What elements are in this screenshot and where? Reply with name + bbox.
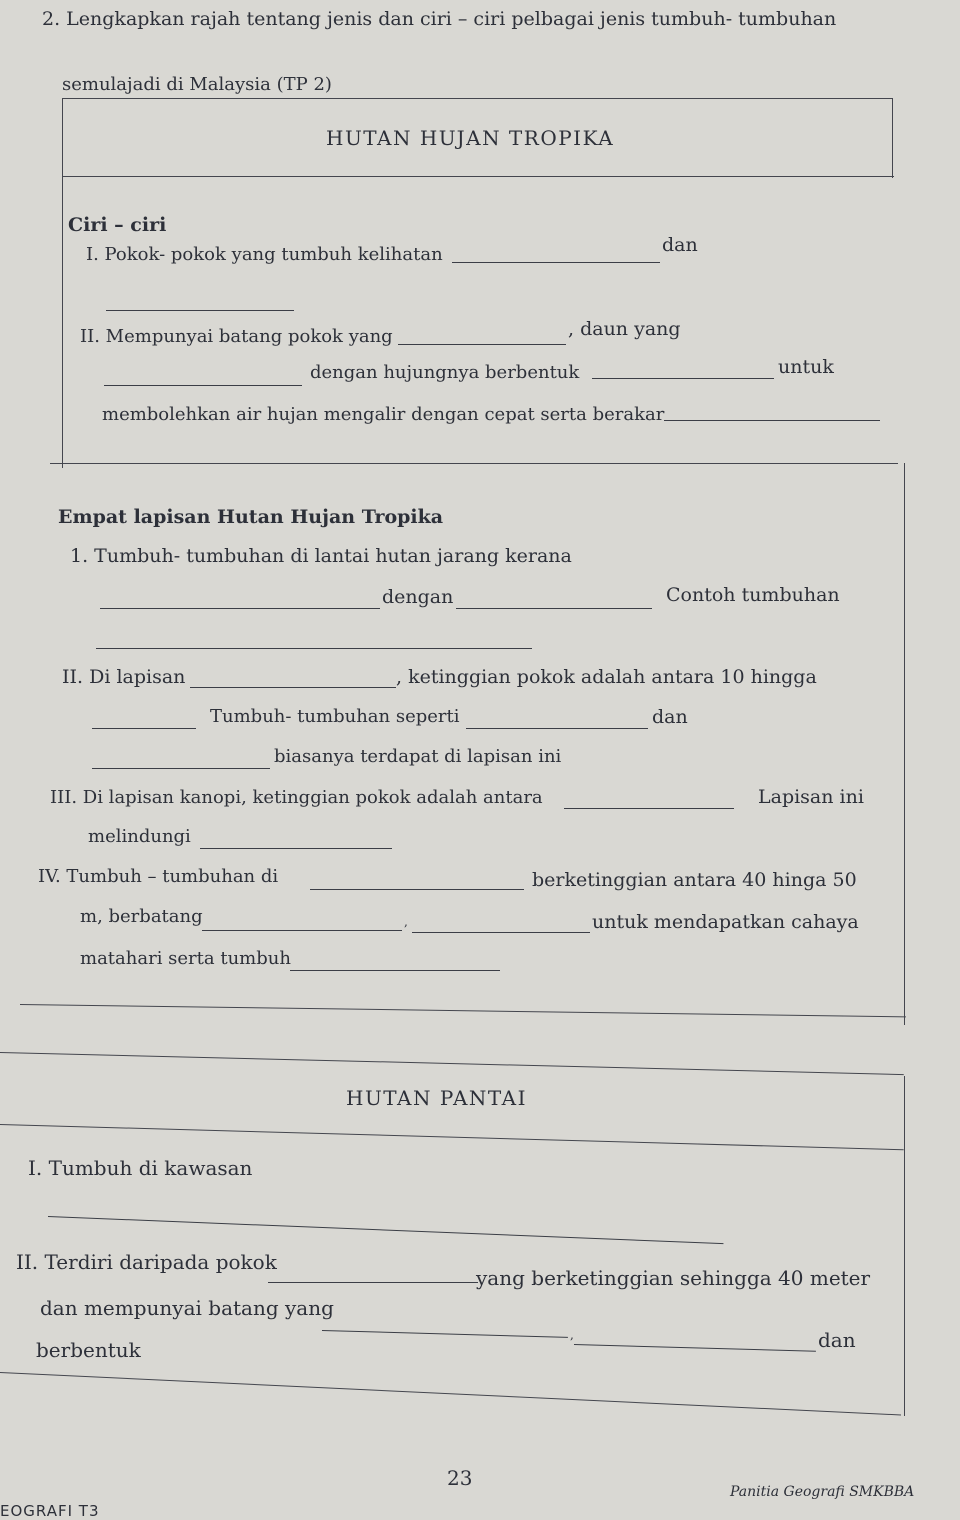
box1-left-border-top [62,98,63,468]
pantai-ii-blank-2[interactable] [322,1330,568,1338]
box1-title: HUTAN HUJAN TROPIKA [326,126,615,150]
lapisan-4-blank-4[interactable] [290,970,500,971]
ciri-i-blank-1[interactable] [452,262,660,263]
lapisan-4-text: IV. Tumbuh – tumbuhan di [38,866,279,887]
ciri-ii-daun: , daun yang [568,318,681,340]
lapisan-4-comma: , [404,915,408,929]
pantai-ii-blank-1[interactable] [268,1282,478,1283]
ciri-ii-membolehkan: membolehkan air hujan mengalir dengan cepat serta berakar [102,404,665,425]
lapisan-3-blank-1[interactable] [564,808,734,809]
ciri-ii-blank-2[interactable] [104,385,302,386]
lapisan-1-dengan: dengan [382,586,454,608]
page-number: 23 [447,1466,473,1490]
ciri-ii-dengan: dengan hujungnya berbentuk [310,362,580,383]
lapisan-4-untuk: untuk mendapatkan cahaya [592,911,859,933]
lapisan-3-lapisan: Lapisan ini [758,786,864,808]
footer-right-label: Panitia Geografi SMKBBA [730,1484,915,1500]
box1-section-divider [50,463,898,464]
lapisan-2-blank-3[interactable] [466,728,648,729]
ciri-i-dan: dan [662,234,698,256]
question-line-1: 2. Lengkapkan rajah tentang jenis dan ciri – ciri pelbagai jenis tumbuh- tumbuhan [42,8,837,30]
box1-bottom-border [20,1004,906,1017]
lapisan-2-blank-2[interactable] [92,728,196,729]
pantai-ii-berbentuk: berbentuk [36,1338,141,1362]
ciri-ii-blank-1[interactable] [398,344,566,345]
pantai-i-blank[interactable] [48,1216,723,1244]
lapisan-2-text: II. Di lapisan [62,666,186,688]
lapisan-2-blank-4[interactable] [92,768,270,769]
lapisan-1-text: 1. Tumbuh- tumbuhan di lantai hutan jarang kerana [70,545,572,567]
pantai-ii-text: II. Terdiri daripada pokok [16,1250,277,1274]
lapisan-heading: Empat lapisan Hutan Hujan Tropika [58,506,444,528]
lapisan-2-biasanya: biasanya terdapat di lapisan ini [274,746,562,767]
box1-title-divider [62,176,894,177]
lapisan-1-blank-2[interactable] [456,608,652,609]
lapisan-4-berketinggian: berketinggian antara 40 hinga 50 [532,869,857,891]
lapisan-1-contoh: Contoh tumbuhan [666,584,840,606]
lapisan-2-tumbuh: Tumbuh- tumbuhan seperti [210,706,460,727]
box1-top-border [62,98,892,99]
lapisan-1-blank-3[interactable] [96,648,532,649]
lapisan-2-ketinggian: , ketinggian pokok adalah antara 10 hingga [396,666,817,688]
box2-right-border [904,1076,905,1416]
lapisan-2-blank-1[interactable] [190,687,396,688]
lapisan-2-dan: dan [652,706,688,728]
lapisan-4-m: m, berbatang [80,906,203,927]
pantai-ii-dan: dan [818,1328,856,1352]
lapisan-4-blank-1[interactable] [310,889,524,890]
ciri-ii-untuk: untuk [778,356,834,378]
box2-title: HUTAN PANTAI [346,1086,527,1110]
pantai-ii-comma: , [570,1328,574,1342]
lapisan-4-matahari: matahari serta tumbuh [80,948,291,969]
ciri-i-text: I. Pokok- pokok yang tumbuh kelihatan [86,244,443,265]
ciri-ii-text: II. Mempunyai batang pokok yang [80,326,393,347]
lapisan-3-text: III. Di lapisan kanopi, ketinggian pokok adalah antara [50,787,543,808]
question-line-2: semulajadi di Malaysia (TP 2) [62,74,332,95]
lapisan-1-blank-1[interactable] [100,608,380,609]
lapisan-3-blank-2[interactable] [200,848,392,849]
box1-right-border-top [892,98,893,178]
ciri-ii-blank-3[interactable] [592,378,774,379]
footer-left-label: EOGRAFI T3 [0,1502,100,1520]
lapisan-4-blank-2[interactable] [202,930,402,931]
box1-right-border-bottom [904,463,905,1025]
ciri-i-blank-2[interactable] [106,310,294,311]
pantai-ii-blank-3[interactable] [574,1344,816,1352]
box2-top-border [0,1052,904,1075]
ciri-heading: Ciri – ciri [68,214,167,236]
lapisan-4-blank-3[interactable] [412,932,590,933]
pantai-ii-yang: yang berketinggian sehingga 40 meter [476,1266,871,1290]
box2-bottom-border [0,1372,901,1415]
pantai-ii-dan-mempunyai: dan mempunyai batang yang [40,1296,334,1320]
pantai-i-text: I. Tumbuh di kawasan [28,1156,253,1180]
box2-title-divider [0,1124,904,1150]
lapisan-3-melindungi: melindungi [88,826,191,847]
ciri-ii-blank-4[interactable] [664,420,880,421]
